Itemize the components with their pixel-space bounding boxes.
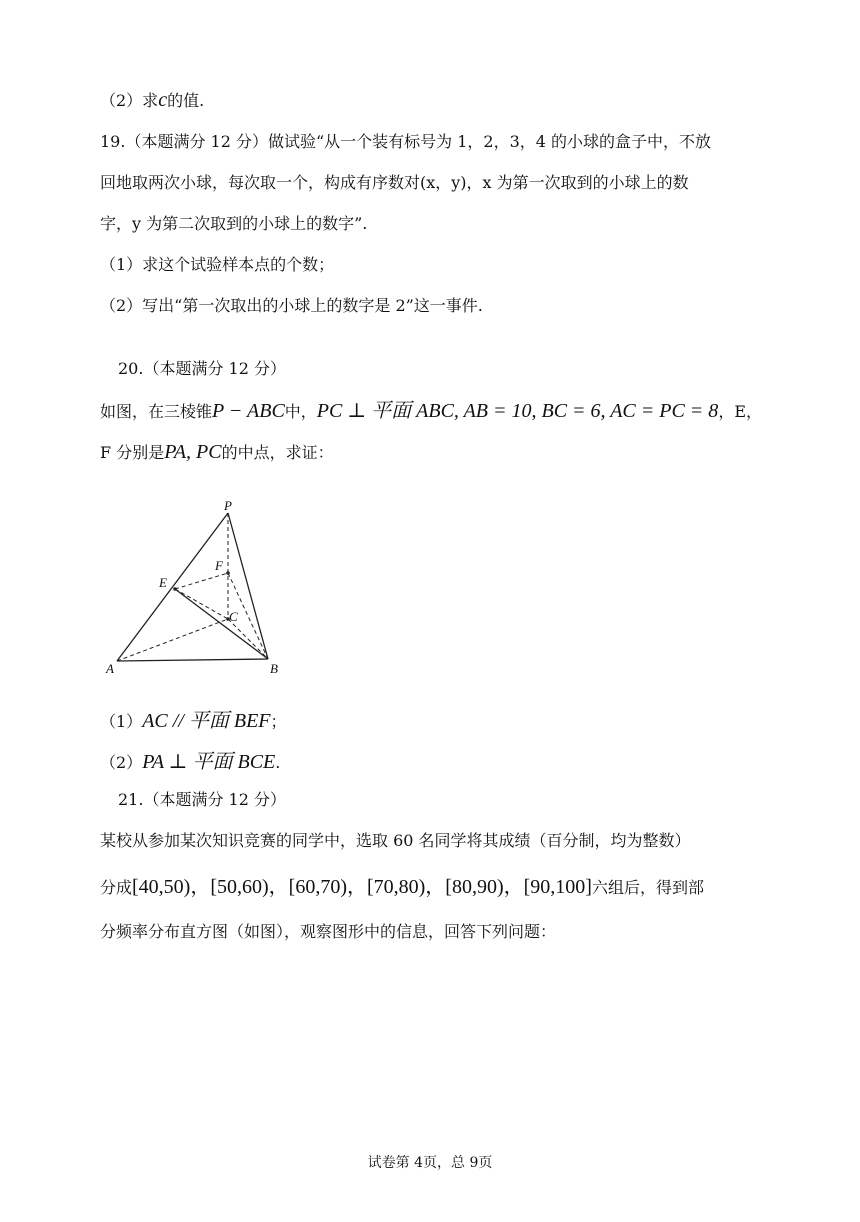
q20-part1: （1）AC // 平面 BEF； [100, 710, 287, 732]
q20-line2: F 分别是PA, PC的中点，求证： [100, 441, 334, 463]
q20-heading: 20.（本题满分 12 分） [118, 359, 286, 378]
pyramid-figure [100, 495, 300, 685]
edge-EB [175, 589, 268, 659]
var-c: c [158, 89, 168, 111]
label-F: F [215, 558, 223, 573]
q19-part2: （2）写出“第一次取出的小球上的数字是 2”这一事件. [100, 296, 483, 315]
edge-PA [117, 513, 228, 661]
q19-part1: （1）求这个试验样本点的个数； [100, 255, 335, 274]
label-E: E [159, 575, 167, 590]
midpoint-segments: PA, PC [164, 441, 222, 463]
condition: PC ⊥ 平面 ABC, AB = 10, BC = 6, AC = PC = 8 [316, 400, 719, 422]
q20-part2: （2）PA ⊥ 平面 BCE. [100, 751, 281, 773]
edge-EF [175, 573, 228, 589]
edge-AC [117, 619, 228, 661]
pyramid-name: P − ABC [212, 400, 285, 422]
q20-line1: 如图，在三棱锥P − ABC中，PC ⊥ 平面 ABC, AB = 10, BC = 6, AC = PC = 8，E， [100, 400, 762, 422]
q19-line3: 字，y 为第二次取到的小球上的数字”. [100, 214, 368, 233]
label-C: C [229, 609, 238, 624]
q21-heading: 21.（本题满分 12 分） [118, 790, 286, 809]
q19-line1: 19.（本题满分 12 分）做试验“从一个装有标号为 1，2，3，4 的小球的盒子中，不放 [100, 132, 712, 151]
edge-AB [117, 659, 268, 661]
label-A: A [106, 661, 114, 676]
q19-line2: 回地取两次小球，每次取一个，构成有序数对(x，y)，x 为第一次取到的小球上的数 [100, 173, 689, 192]
q21-line1: 某校从参加某次知识竞赛的同学中，选取 60 名同学将其成绩（百分制，均为整数） [100, 831, 691, 850]
edge-EC [175, 589, 228, 619]
label-B: B [270, 661, 278, 676]
page-footer: 试卷第 4页，总 9页 [367, 1155, 493, 1171]
label-P: P [224, 498, 232, 513]
q18-part2: （2）求c的值. [100, 89, 205, 111]
score-intervals: [40,50)，[50,60)，[60,70)，[70,80)，[80,90)，[90,100] [132, 876, 592, 898]
q21-line3: 分频率分布直方图（如图），观察图形中的信息，回答下列问题： [100, 922, 557, 941]
q21-line2: 分成[40,50)，[50,60)，[60,70)，[70,80)，[80,90)，[90,100]六组后，得到部 [100, 876, 704, 898]
